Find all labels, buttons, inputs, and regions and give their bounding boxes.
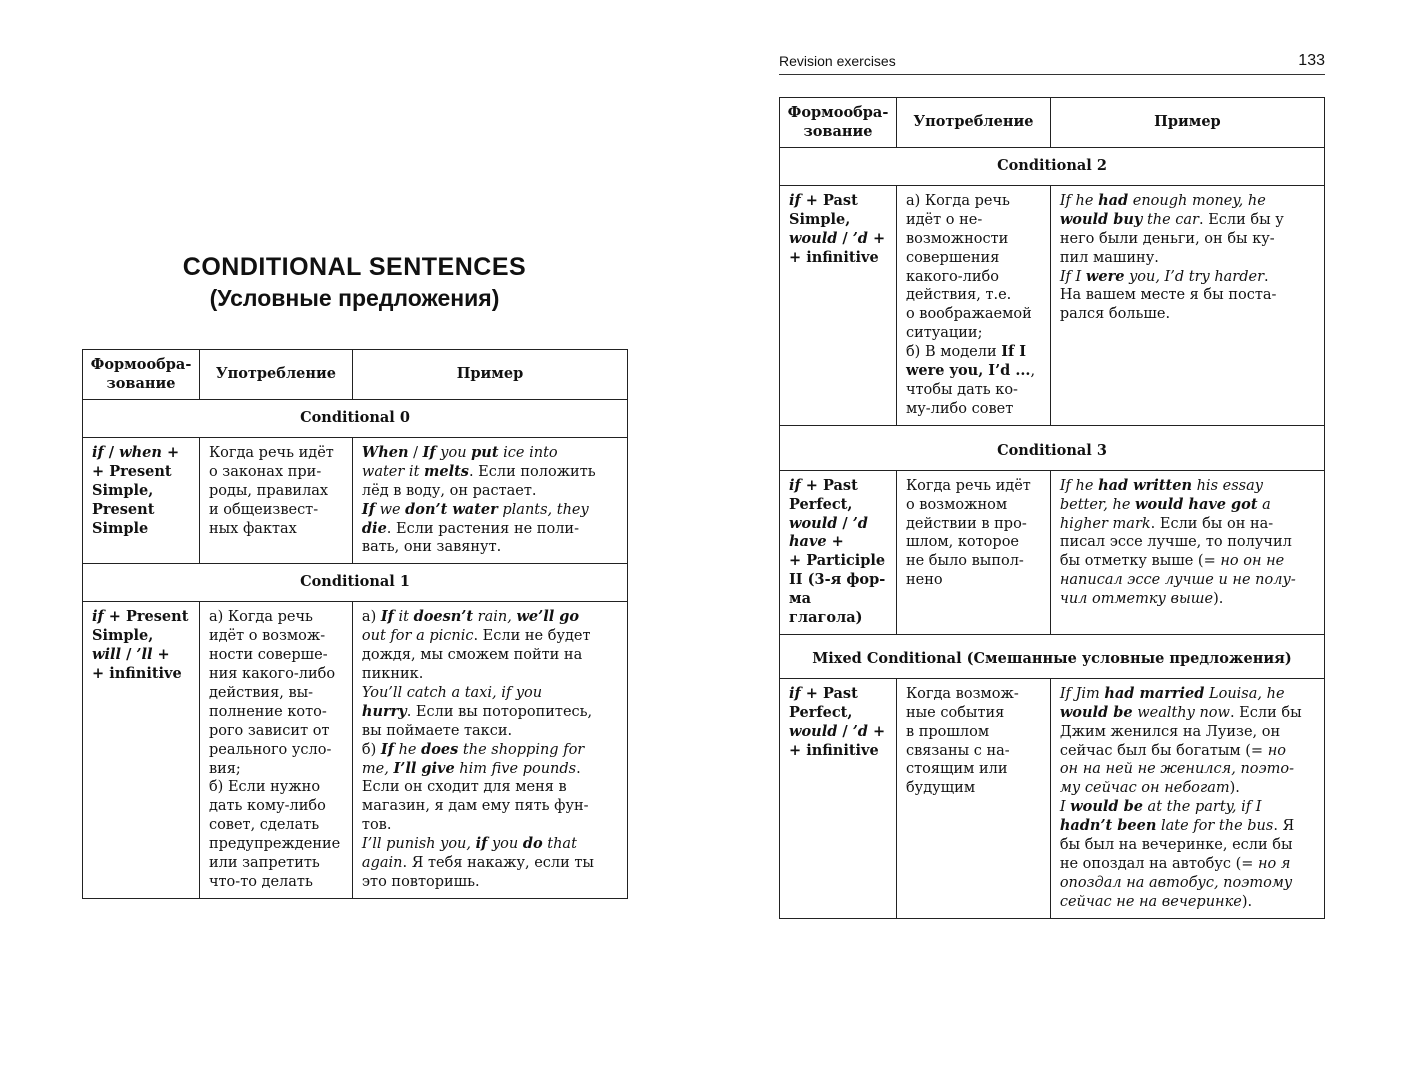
conditionals-table-left — [82, 349, 628, 899]
usage-cell: Когда речь идёт о законах при- роды, правилах и общеизвест- ных фактах — [199, 437, 352, 563]
table-row — [780, 470, 1325, 634]
column-header-formation: Формообра-зование — [780, 98, 897, 148]
table-row — [83, 602, 628, 899]
table-row — [780, 678, 1325, 918]
section-title: Revision exercises — [779, 53, 896, 69]
column-header-usage: Употребление — [896, 98, 1050, 148]
section-conditional-1: Conditional 1 — [83, 564, 628, 602]
column-header-example: Пример — [352, 350, 627, 400]
section-conditional-2: Conditional 2 — [780, 148, 1325, 186]
usage-cell: а) Когда речь идёт о не- возможности совершения какого-либо действия, т.е. о воображаемой ситуации; б) В модели If I were you, I’d ..., чтобы дать ко- му-либо совет — [896, 185, 1050, 425]
title-english: CONDITIONAL SENTENCES — [182, 253, 527, 281]
formation-cell: if + Past Perfect, would / ’d + + infinitive — [780, 678, 897, 918]
formation-cell: if + Present Simple, will / ’ll + + infinitive — [83, 602, 200, 899]
page-number: 133 — [1298, 52, 1325, 69]
formation-cell: if + Past Perfect, would / ’d have + + Participle II (3-я фор- ма глагола) — [780, 470, 897, 634]
table-row — [780, 185, 1325, 425]
column-header-example: Пример — [1050, 98, 1324, 148]
section-conditional-3: Conditional 3 — [780, 425, 1325, 470]
column-header-formation: Формообра-зование — [83, 350, 200, 400]
running-header — [779, 52, 1325, 75]
formation-cell: if + Past Simple, would / ’d + + infinitive — [780, 185, 897, 425]
usage-cell: а) Когда речь идёт о возмож- ности соверше- ния какого-либо действия, вы- полнение кото- рого зависит от реального усло- вия; б) Если нужно дать кому-либо совет, сделать предупреждение или запретить что-то делать — [199, 602, 352, 899]
formation-cell: if / when + + Present Simple, Present Simple — [83, 437, 200, 563]
example-cell: If he had enough money, he would buy the car. Если бы у него были деньги, он бы ку- пил машину. If I were you, I’d try harder. На вашем месте я бы поста- рался больше. — [1050, 185, 1324, 425]
usage-cell: Когда речь идёт о возможном действии в про- шлом, которое не было выпол- нено — [896, 470, 1050, 634]
column-header-usage: Употребление — [199, 350, 352, 400]
conditionals-table-right — [779, 97, 1325, 919]
example-cell: If Jim had married Louisa, he would be wealthy now. Если бы Джим женился на Луизе, он сейчас был бы богатым (= но он на ней не женился, поэто- му сейчас он небогат). I would be at the party, if I hadn’t been late for the bus. Я бы был на вечеринке, если бы не опоздал на автобус (= но я опоздал на автобус, поэтому сейчас не на вечеринке). — [1050, 678, 1324, 918]
page-title — [82, 252, 627, 314]
section-mixed-conditional: Mixed Conditional (Смешанные условные предложения) — [780, 634, 1325, 678]
example-cell: а) If it doesn’t rain, we’ll go out for a picnic. Если не будет дождя, мы сможем пойти на пикник. You’ll catch a taxi, if you hurry. Если вы поторопитесь, вы поймаете такси. б) If he does the shopping for me, I’ll give him five pounds. Если он сходит для меня в магазин, я дам ему пять фун- тов. I’ll punish you, if you do that again. Я тебя накажу, если ты это повторишь. — [352, 602, 627, 899]
usage-cell: Когда возмож- ные события в прошлом связаны с на- стоящим или будущим — [896, 678, 1050, 918]
example-cell: When / If you put ice into water it melts. Если положить лёд в воду, он растает. If we don’t water plants, they die. Если растения не поли- вать, они завянут. — [352, 437, 627, 563]
table-row — [83, 437, 628, 563]
title-russian: (Условные предложения) — [209, 285, 500, 311]
section-conditional-0: Conditional 0 — [83, 400, 628, 438]
example-cell: If he had written his essay better, he would have got a higher mark. Если бы он на- писал эссе лучше, то получил бы отметку выше (= но он не написал эссе лучше и не полу- чил отметку выше). — [1050, 470, 1324, 634]
